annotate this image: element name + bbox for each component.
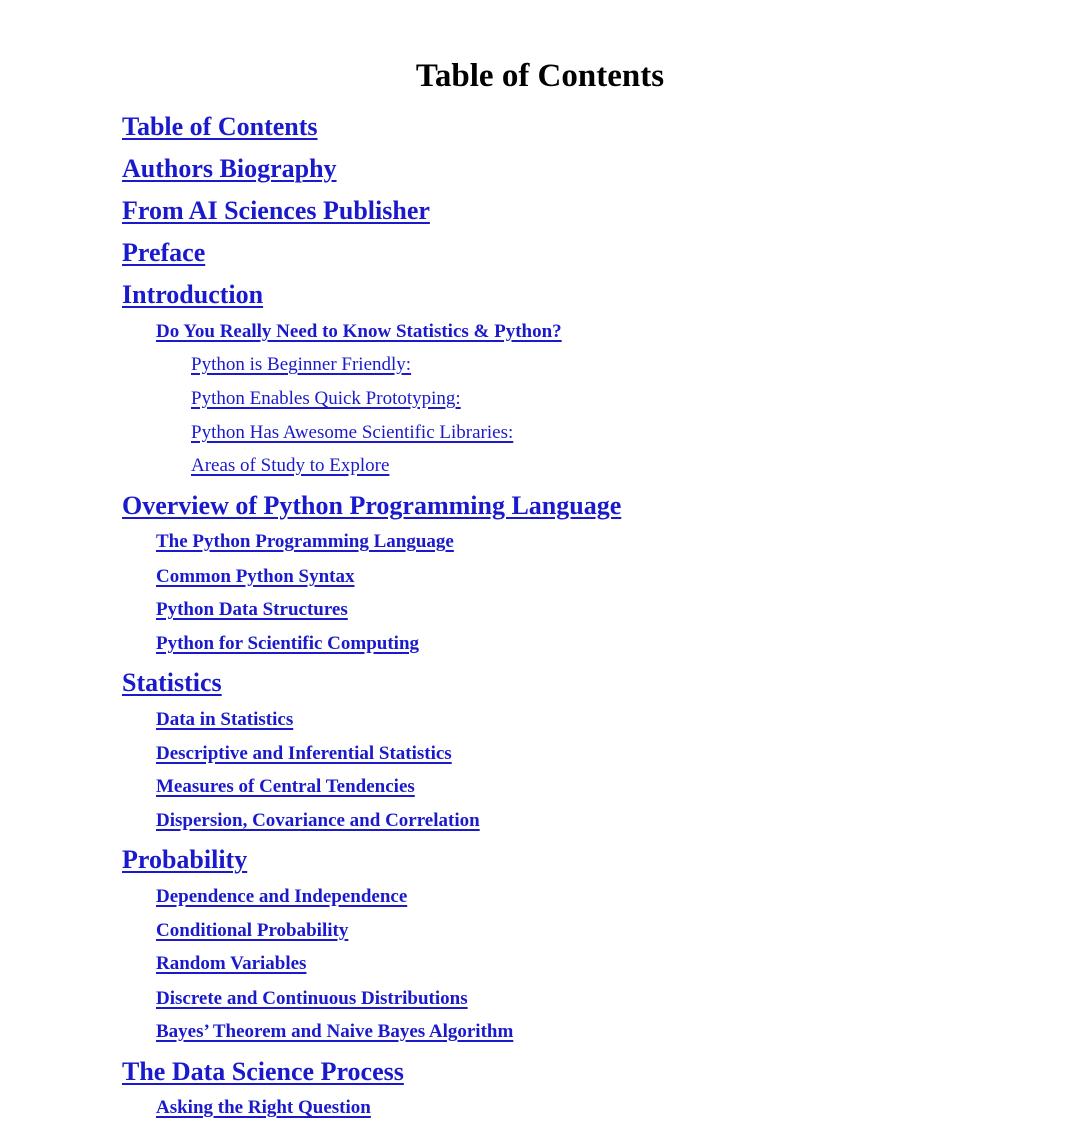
- toc-entry[interactable]: The Data Science Process: [122, 1057, 404, 1086]
- toc-subentry[interactable]: Common Python Syntax: [156, 566, 355, 587]
- toc-subentry[interactable]: Do You Really Need to Know Statistics & Python?: [156, 321, 562, 342]
- toc-entry[interactable]: Introduction: [122, 280, 264, 309]
- page-title: Table of Contents: [415, 58, 665, 94]
- toc-entry[interactable]: Overview of Python Programming Language: [122, 491, 622, 520]
- toc-subentry[interactable]: Dispersion, Covariance and Correlation: [156, 810, 480, 831]
- toc-entry[interactable]: Authors Biography: [122, 154, 337, 183]
- toc-subentry[interactable]: Asking the Right Question: [156, 1097, 371, 1118]
- toc-subentry[interactable]: Dependence and Independence: [156, 886, 408, 907]
- toc-subsubentry[interactable]: Python is Beginner Friendly:: [191, 354, 412, 375]
- toc-subsubentry[interactable]: Python Enables Quick Prototyping:: [191, 388, 461, 409]
- toc-entry[interactable]: Preface: [122, 238, 206, 267]
- toc-subentry[interactable]: Measures of Central Tendencies: [156, 776, 415, 797]
- toc-subentry[interactable]: Bayes’ Theorem and Naive Bayes Algorithm: [156, 1021, 514, 1042]
- toc-subentry[interactable]: Python Data Structures: [156, 599, 348, 620]
- toc-entry[interactable]: Probability: [122, 845, 248, 874]
- toc-subentry[interactable]: Discrete and Continuous Distributions: [156, 988, 468, 1009]
- toc-subentry[interactable]: Descriptive and Inferential Statistics: [156, 743, 452, 764]
- toc-subentry[interactable]: Data in Statistics: [156, 709, 294, 730]
- toc-subentry[interactable]: Conditional Probability: [156, 920, 349, 941]
- toc-subsubentry[interactable]: Areas of Study to Explore: [191, 455, 390, 476]
- toc-subsubentry[interactable]: Python Has Awesome Scientific Libraries:: [191, 422, 514, 443]
- toc-subentry[interactable]: The Python Programming Language: [156, 531, 454, 552]
- toc-entry[interactable]: From AI Sciences Publisher: [122, 196, 430, 225]
- toc-entry[interactable]: Table of Contents: [122, 112, 318, 141]
- toc-subentry[interactable]: Python for Scientific Computing: [156, 633, 420, 654]
- toc-subentry[interactable]: Random Variables: [156, 953, 307, 974]
- toc-entry[interactable]: Statistics: [122, 668, 222, 697]
